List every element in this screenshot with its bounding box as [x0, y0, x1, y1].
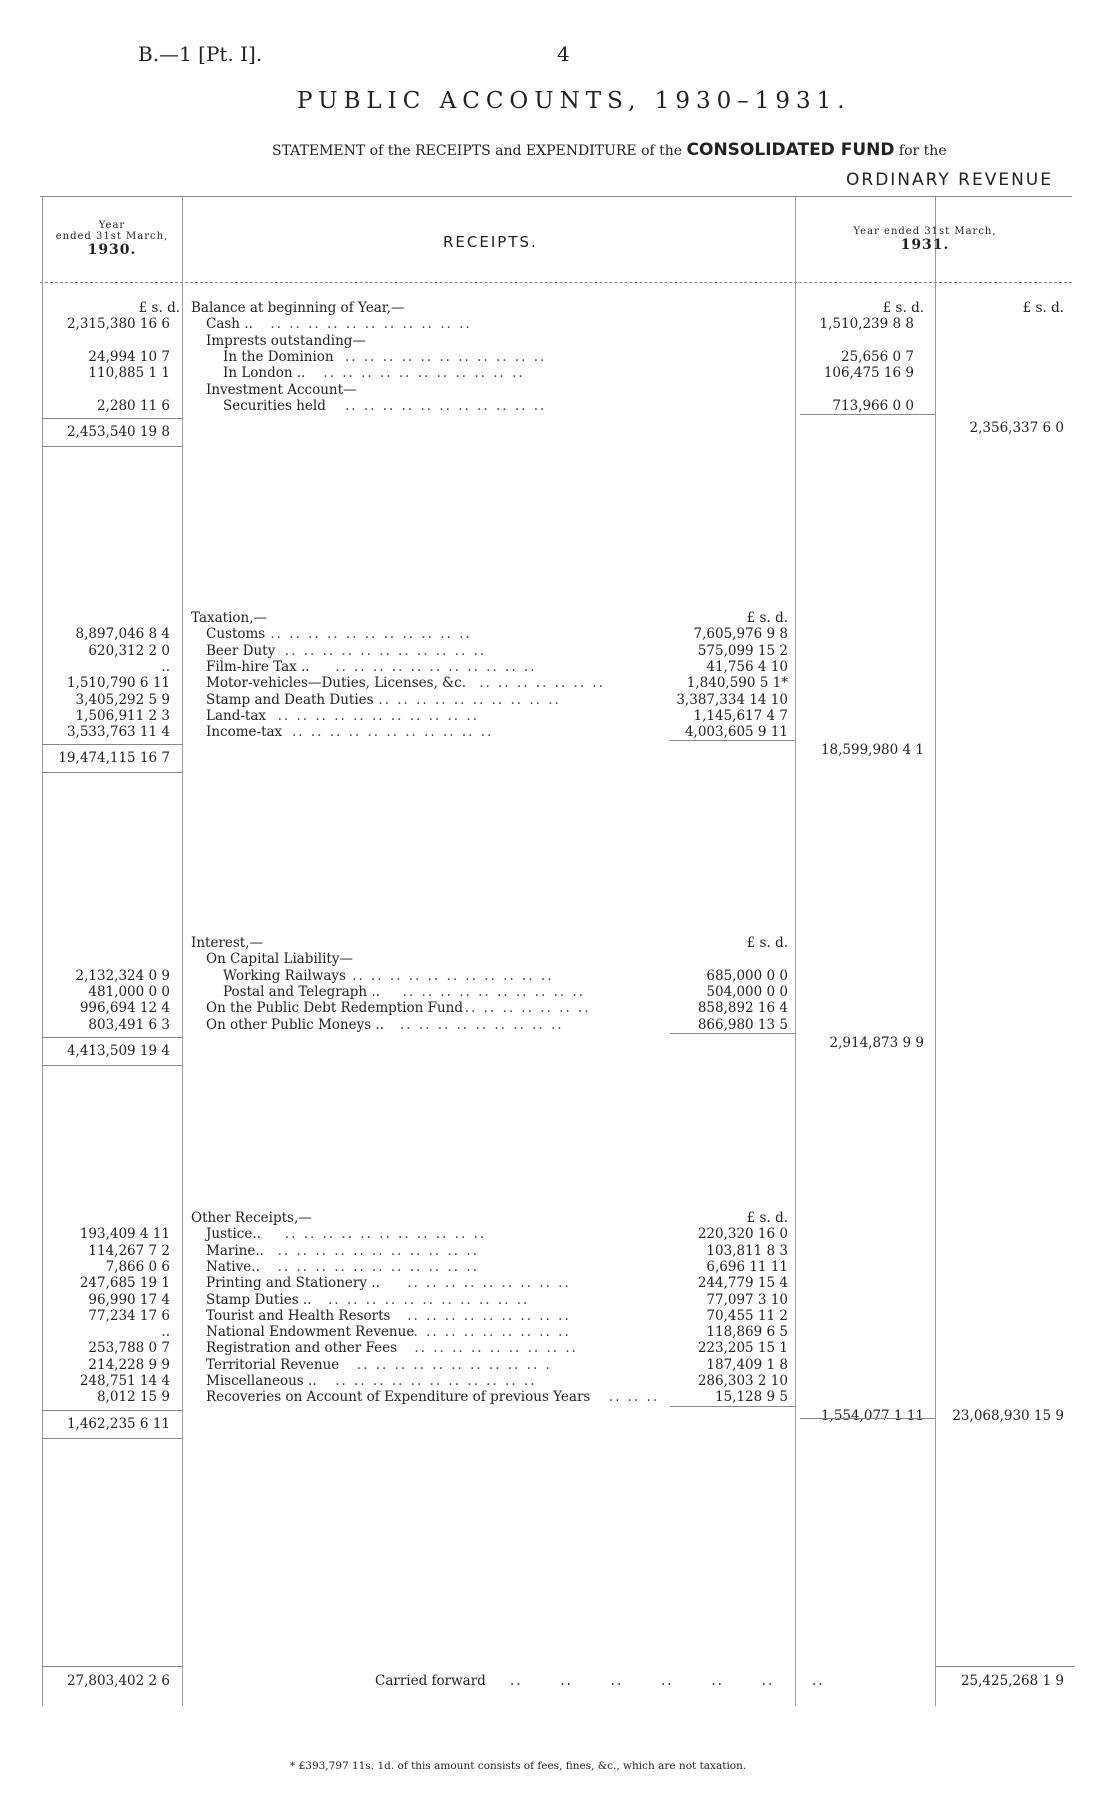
prev-year-value: 24,994 10 7 — [88, 348, 170, 365]
unit-label-mid: £ s. d. — [746, 1210, 788, 1226]
dot-leader: .. .. .. .. .. .. .. .. .. .. — [378, 691, 561, 708]
receipt-item-label: Native.. — [206, 1258, 260, 1275]
dot-leader: .. .. .. .. .. .. .. .. .. .. — [402, 983, 586, 1000]
prev-subtotal-rule-bottom — [42, 1438, 182, 1439]
document-code: B.—1 [Pt. I]. — [138, 42, 263, 66]
prev-year-value: 193,409 4 11 — [79, 1226, 170, 1243]
receipt-item-label: Miscellaneous .. — [206, 1373, 317, 1389]
receipt-item-label: On Capital Liability— — [206, 951, 353, 968]
page-number: 4 — [557, 42, 570, 66]
section-heading: Other Receipts,— — [191, 1210, 312, 1226]
subtitle-pre: STATEMENT of the RECEIPTS and EXPENDITURE of the — [272, 143, 683, 159]
running-total: 23,068,930 15 9 — [952, 1407, 1064, 1424]
dot-leader: .. .. .. .. .. .. .. .. .. .. .. — [284, 642, 487, 659]
current-year-value: 286,303 2 10 — [697, 1373, 788, 1389]
prev-year-value: 8,012 15 9 — [97, 1389, 170, 1406]
prev-year-value: .. — [161, 658, 170, 675]
dot-leader: .. .. .. .. .. .. .. .. .. .. .. — [345, 397, 547, 414]
current-year-value: 6,696 11 11 — [706, 1258, 788, 1275]
current-year-value: 1,840,590 5 1* — [686, 675, 788, 692]
prev-year-head — [44, 220, 180, 258]
receipt-item-label: Film-hire Tax .. — [206, 658, 310, 675]
receipt-item-label: Income-tax — [206, 724, 283, 741]
dot-leader: .. .. .. .. .. .. .. .. .. .. .. — [277, 707, 479, 724]
current-year-value: 858,892 16 4 — [697, 1000, 788, 1017]
dot-leader: .. .. .. .. .. .. .. .. .. .. . — [356, 1356, 552, 1373]
section-total: 18,599,980 4 1 — [820, 742, 924, 759]
current-year-value: 220,320 16 0 — [697, 1226, 788, 1243]
dot-leader: .. .. .. .. .. .. .. .. .. — [407, 1307, 571, 1324]
dot-leader: .. .. .. .. .. .. .. .. .. — [407, 1275, 571, 1292]
prev-subtotal-rule-bottom — [42, 772, 182, 773]
table-top-rule — [40, 196, 1072, 197]
receipt-item-label: Marine.. — [206, 1242, 264, 1259]
section-total: 2,356,337 6 0 — [969, 420, 1064, 437]
current-year-value: 41,756 4 10 — [706, 658, 788, 675]
mid-subtotal-rule — [670, 740, 795, 741]
receipt-item-label: Investment Account— — [206, 381, 357, 398]
receipt-item-label: Stamp and Death Duties — [206, 691, 374, 708]
carried-forward-total: 25,425,268 1 9 — [960, 1673, 1064, 1689]
dot-leader: .. .. .. .. .. .. .. .. .. .. .. — [352, 967, 554, 984]
dot-leader: .. .. .. .. .. .. .. .. .. .. .. — [323, 365, 525, 382]
receipt-item-label: Securities held — [223, 397, 326, 414]
dot-leader: .. .. .. .. .. .. .. .. .. — [407, 1324, 571, 1341]
current-year-value: 4,003,605 9 11 — [684, 724, 788, 741]
prev-year-head-line2: ended 31st March, — [55, 231, 169, 242]
receipt-item-label: Justice.. — [206, 1226, 261, 1243]
prev-year-value: 2,280 11 6 — [97, 397, 170, 414]
dot-leader: .. .. .. .. .. .. .. — [464, 1000, 591, 1017]
dot-leader: .. .. .. .. .. .. .. .. .. .. .. — [335, 658, 537, 675]
prev-year-subtotal: 4,413,509 19 4 — [66, 1042, 170, 1059]
receipt-item-label: Stamp Duties .. — [206, 1291, 312, 1308]
prev-year-value: .. — [161, 1324, 170, 1341]
dot-leader: .. .. .. .. .. .. .. .. .. — [400, 1016, 564, 1033]
prev-year-value: 1,506,911 2 3 — [75, 707, 170, 724]
mid-subtotal-rule — [670, 1033, 795, 1034]
prev-year-value: 2,315,380 16 6 — [66, 316, 170, 333]
receipt-item-label: Imprests outstanding— — [206, 332, 366, 349]
subtitle-fund: CONSOLIDATED FUND — [686, 140, 895, 160]
receipt-item-label: Working Railways — [223, 967, 346, 984]
prev-year-subtotal: 1,462,235 6 11 — [66, 1415, 170, 1432]
current-year-value: 106,475 16 9 — [823, 365, 914, 382]
page-title: PUBLIC ACCOUNTS, 1930–1931. — [297, 88, 851, 114]
receipt-item-label: On the Public Debt Redemption Fund — [206, 1000, 464, 1017]
dot-leader: .. .. .. .. .. .. .. .. .. .. .. — [335, 1373, 537, 1389]
dot-leader: .. .. .. .. .. .. .. .. .. .. .. — [277, 1242, 479, 1259]
dot-leader: .. .. .. .. .. .. .. .. .. .. .. — [277, 1258, 479, 1275]
prev-year-value: 110,885 1 1 — [88, 365, 170, 382]
mid-subtotal-rule — [670, 1406, 795, 1407]
prev-subtotal-rule-bottom — [42, 446, 182, 447]
prev-year-value: 803,491 6 3 — [88, 1016, 170, 1033]
prev-year-subtotal: 19,474,115 16 7 — [58, 750, 170, 767]
cur-year-head — [800, 226, 1050, 253]
prev-subtotal-rule — [42, 744, 182, 745]
running-total-rule — [800, 1418, 935, 1419]
unit-label-prev: £ s. d. — [138, 300, 180, 316]
dot-leader: .. .. .. .. .. .. .. .. .. — [414, 1340, 578, 1357]
current-year-value: 187,409 1 8 — [706, 1356, 788, 1373]
cur-subtotal-rule — [800, 414, 935, 415]
prev-year-head-line1: Year — [98, 220, 126, 231]
prev-year-value: 3,533,763 11 4 — [66, 724, 170, 741]
prev-year-value: 7,866 0 6 — [105, 1258, 170, 1275]
dot-leader: .. .. .. .. .. .. .. .. .. .. .. — [345, 348, 547, 365]
prev-year-value: 481,000 0 0 — [88, 983, 170, 1000]
subtitle-post: for the — [898, 143, 947, 159]
prev-subtotal-rule — [42, 1410, 182, 1411]
receipt-item-label: Territorial Revenue — [206, 1356, 340, 1373]
dot-leader: .. .. .. .. .. .. .. — [479, 675, 606, 692]
receipt-item-label: Land-tax — [206, 707, 266, 724]
section-total: 2,914,873 9 9 — [829, 1034, 924, 1051]
prev-year-value: 96,990 17 4 — [88, 1291, 170, 1308]
current-year-value: 713,966 0 0 — [832, 397, 914, 414]
dot-leader: .. .. .. .. .. .. .. .. .. .. .. — [328, 1291, 530, 1308]
section-total: 1,554,077 1 11 — [820, 1407, 924, 1424]
prev-year-value: 3,405,292 5 9 — [75, 691, 170, 708]
section-heading: Balance at beginning of Year,— — [191, 300, 405, 316]
unit-label-mid: £ s. d. — [746, 610, 788, 626]
subtitle-line2: ORDINARY REVENUE — [846, 170, 1053, 190]
dot-leader: .. .. .. — [608, 1389, 660, 1406]
receipt-item-label: Postal and Telegraph .. — [223, 983, 380, 1000]
unit-label-cur: £ s. d. — [882, 300, 924, 316]
carried-prev-rule — [42, 1666, 182, 1667]
prev-year-subtotal: 2,453,540 19 8 — [66, 424, 170, 441]
cur-year-head-year: 1931. — [900, 237, 950, 253]
current-year-value: 103,811 8 3 — [706, 1242, 788, 1259]
unit-label-total: £ s. d. — [1022, 300, 1064, 316]
current-year-value: 15,128 9 5 — [715, 1389, 788, 1406]
receipt-item-label: Beer Duty — [206, 642, 276, 659]
current-year-value: 244,779 15 4 — [697, 1275, 788, 1292]
prev-year-value: 8,897,046 8 4 — [75, 626, 170, 643]
receipt-item-label: Recoveries on Account of Expenditure of previous Years — [206, 1389, 591, 1406]
carried-cur-rule — [935, 1666, 1075, 1667]
dot-leader: .. .. .. .. .. .. .. .. .. .. .. — [270, 626, 472, 643]
current-year-value: 70,455 11 2 — [706, 1307, 788, 1324]
dot-leader: .. .. .. .. .. .. .. .. .. .. .. — [270, 316, 472, 333]
receipt-item-label: Registration and other Fees — [206, 1340, 398, 1357]
carried-forward-label: Carried forward — [375, 1673, 486, 1689]
carried-forward-prev: 27,803,402 2 6 — [66, 1673, 170, 1689]
prev-year-value: 1,510,790 6 11 — [66, 675, 170, 692]
statement-subtitle — [272, 140, 947, 160]
section-heading: Interest,— — [191, 935, 264, 951]
section-heading: Taxation,— — [191, 610, 268, 626]
current-year-value: 1,510,239 8 8 — [819, 316, 914, 333]
receipts-heading: RECEIPTS. — [443, 233, 538, 251]
prev-year-value: 214,228 9 9 — [88, 1356, 170, 1373]
prev-year-value: 620,312 2 0 — [88, 642, 170, 659]
footnote: * £393,797 11s. 1d. of this amount consists of fees, fines, &c., which are not taxation. — [290, 1760, 747, 1772]
receipt-item-label: In London .. — [223, 365, 306, 382]
receipt-item-label: Motor-vehicles—Duties, Licenses, &c. — [206, 675, 467, 692]
current-year-value: 504,000 0 0 — [706, 983, 788, 1000]
receipt-item-label: National Endowment Revenue — [206, 1324, 415, 1341]
prev-year-value: 248,751 14 4 — [79, 1373, 170, 1389]
dot-leader: .. .. .. .. .. .. .. .. .. .. .. — [284, 1226, 487, 1243]
receipt-item-label: On other Public Moneys .. — [206, 1016, 385, 1033]
receipt-item-label: Cash .. — [206, 316, 253, 333]
prev-subtotal-rule-bottom — [42, 1065, 182, 1066]
current-year-value: 118,869 6 5 — [706, 1324, 788, 1341]
receipt-item-label: In the Dominion — [223, 348, 334, 365]
current-year-value: 575,099 15 2 — [697, 642, 788, 659]
prev-subtotal-rule — [42, 418, 182, 419]
col-rule-left — [42, 196, 43, 1706]
current-year-value: 7,605,976 9 8 — [693, 626, 788, 643]
prev-year-value: 114,267 7 2 — [88, 1242, 170, 1259]
prev-year-value: 253,788 0 7 — [88, 1340, 170, 1357]
col-rule-cur — [935, 196, 936, 1706]
current-year-value: 685,000 0 0 — [706, 967, 788, 984]
col-rule-prev — [182, 196, 183, 1706]
receipt-item-label: Customs — [206, 626, 266, 643]
dot-leader: .. .. .. .. .. .. .. .. .. .. .. — [292, 724, 494, 741]
current-year-value: 25,656 0 7 — [841, 348, 914, 365]
prev-year-value: 247,685 19 1 — [79, 1275, 170, 1292]
receipt-item-label: Tourist and Health Resorts — [206, 1307, 391, 1324]
unit-label-mid: £ s. d. — [746, 935, 788, 951]
current-year-value: 223,205 15 1 — [697, 1340, 788, 1357]
current-year-value: 3,387,334 14 10 — [676, 691, 788, 708]
current-year-value: 866,980 13 5 — [697, 1016, 788, 1033]
current-year-value: 1,145,617 4 7 — [693, 707, 788, 724]
receipt-item-label: Printing and Stationery .. — [206, 1275, 380, 1292]
header-bottom-rule — [40, 282, 1072, 283]
prev-subtotal-rule — [42, 1037, 182, 1038]
prev-year-value: 2,132,324 0 9 — [75, 967, 170, 984]
carried-forward-leader: .. .. .. .. .. .. .. — [510, 1673, 825, 1689]
prev-year-head-year: 1930. — [87, 242, 137, 258]
cur-year-head-line1: Year ended 31st March, — [853, 226, 997, 237]
col-rule-mid — [795, 196, 796, 1706]
prev-year-value: 996,694 12 4 — [79, 1000, 170, 1017]
prev-year-value: 77,234 17 6 — [88, 1307, 170, 1324]
current-year-value: 77,097 3 10 — [706, 1291, 788, 1308]
